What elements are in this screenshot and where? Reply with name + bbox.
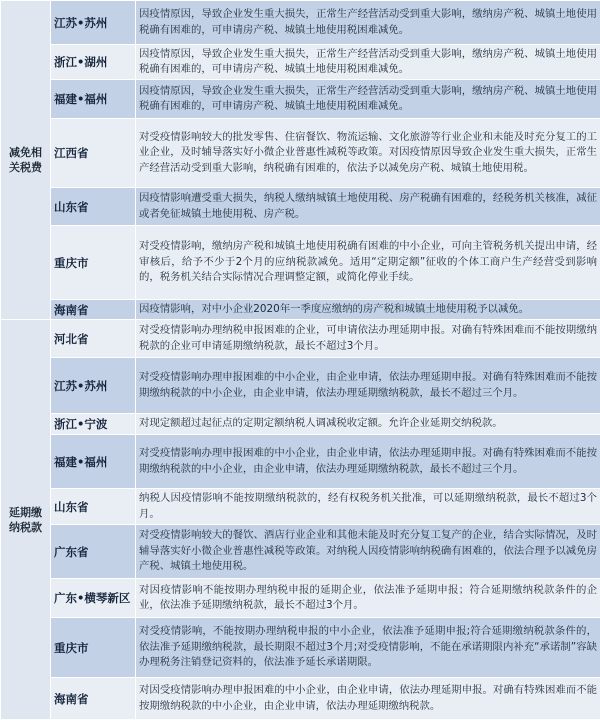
policy-cell: 对受疫情影响较大的批发零售、住宿餐饮、物流运输、文化旅游等行业企业和未能及时充分复工的工业企业，及时辅导落实好小微企业普惠性减税等政策。对因疫情原因导致企业发生重大损失，正常生产经营活动受到重大影响，纳税确有困难的，依法予以减免房产税、城镇土地使用税。 [136, 119, 600, 188]
table-row [1, 45, 600, 80]
region-cell: 广东•横琴新区 [51, 579, 136, 618]
region-cell: 广东省 [51, 525, 136, 579]
table-row [1, 489, 600, 525]
table-row [1, 618, 600, 678]
policy-cell: 因疫情原因，导致企业发生重大损失，正常生产经营活动受到重大影响，缴纳房产税、城镇土地使用税确有困难的，可申请房产税、城镇土地使用税困难减免。 [136, 80, 600, 119]
region-cell: 福建•福州 [51, 80, 136, 119]
category-cell: 减免相关税费 [1, 1, 51, 320]
table-row [1, 300, 600, 320]
region-cell: 福建•福州 [51, 435, 136, 489]
policy-cell: 对现定额超过起征点的定期定额纳税人调减税收定额。允许企业延期交纳税款。 [136, 414, 600, 435]
policy-cell: 对因受疫情影响办理申报困难的中小企业，由企业申请，依法办理延期申报。对确有特殊困难而不能按期缴纳税款的中小企业，由企业申请，依法办理延期缴纳税款。 [136, 678, 600, 720]
policy-cell: 对因疫情影响不能按期办理纳税申报的延期企业，依法准予延期申报；符合延期缴纳税款条件的企业，依法准予延期缴纳税款，最长不超过3个月。 [136, 579, 600, 618]
policy-cell: 对受疫情影响办理纳税申报困难的企业，可申请依法办理延期申报。对确有特殊困难而不能按期缴纳税款的企业可申请延期缴纳税款，最长不超过3个月。 [136, 320, 600, 358]
table-row [1, 188, 600, 226]
policy-cell: 对受疫情影响，缴纳房产税和城镇土地使用税确有困难的中小企业，可向主管税务机关提出申请，经审核后，给予不少于2个月的应纳税款减免。适用“定期定额”征收的个体工商户生产经营受到影响的，税务机关结合实际情况合理调整定额，或简化停业手续。 [136, 226, 600, 300]
table-row [1, 678, 600, 720]
region-cell: 江苏•苏州 [51, 1, 136, 45]
region-cell: 海南省 [51, 300, 136, 320]
table-row [1, 414, 600, 435]
policy-cell: 纳税人因疫情影响不能按期缴纳税款的，经有权税务机关批准，可以延期缴纳税款，最长不超过3个月。 [136, 489, 600, 525]
policy-cell: 对受疫情影响办理申报困难的中小企业，由企业申请，依法办理延期申报。对确有特殊困难而不能按期缴纳税款的中小企业，由企业申请，依法办理延期缴纳税款，最长不超过三个月。 [136, 358, 600, 414]
table-row [1, 320, 600, 358]
region-cell: 浙江•宁波 [51, 414, 136, 435]
table-row [1, 80, 600, 119]
region-cell: 重庆市 [51, 618, 136, 678]
table-row [1, 358, 600, 414]
table-row [1, 525, 600, 579]
table-row [1, 435, 600, 489]
policy-cell: 对受疫情影响，不能按期办理纳税申报的中小企业，依法准予延期申报;符合延期缴纳税款条件的，依法准予延期缴纳税款，最长期限不超过3个月;对受疫情影响，不能在承诺期限内补充“承诺制”容缺办理税务注销登记资料的，依法准予延长承诺期限。 [136, 618, 600, 678]
policy-cell: 对受疫情影响较大的餐饮、酒店行业企业和其他未能及时充分复工复产的企业，结合实际情况，及时辅导落实好小微企业普惠性减税等政策。对纳税人因疫情影响纳税确有困难的，依法合理予以减免房产税、城镇土地使用税。 [136, 525, 600, 579]
policy-cell: 因疫情影响遭受重大损失，纳税人缴纳城镇土地使用税、房产税确有困难的，经税务机关核准，减征或者免征城镇土地使用税、房产税。 [136, 188, 600, 226]
region-cell: 山东省 [51, 188, 136, 226]
region-cell: 浙江•湖州 [51, 45, 136, 80]
category-cell: 延期缴纳税款 [1, 320, 51, 720]
region-cell: 山东省 [51, 489, 136, 525]
region-cell: 江西省 [51, 119, 136, 188]
table-row [1, 226, 600, 300]
table-row [1, 579, 600, 618]
region-cell: 重庆市 [51, 226, 136, 300]
region-cell: 海南省 [51, 678, 136, 720]
policy-cell: 因疫情影响，对中小企业2020年一季度应缴纳的房产税和城镇土地使用税予以减免。 [136, 300, 600, 320]
policy-cell: 因疫情原因，导致企业发生重大损失，正常生产经营活动受到重大影响，缴纳房产税、城镇土地使用税确有困难的，可申请房产税、城镇土地使用税困难减免。 [136, 45, 600, 80]
region-cell: 河北省 [51, 320, 136, 358]
region-cell: 江苏•苏州 [51, 358, 136, 414]
policy-cell: 因疫情原因，导致企业发生重大损失，正常生产经营活动受到重大影响，缴纳房产税、城镇土地使用税确有困难的，可申请房产税、城镇土地使用税困难减免。 [136, 1, 600, 45]
table-row [1, 1, 600, 45]
policy-cell: 对受疫情影响办理申报困难的中小企业，由企业申请，依法办理延期申报。对确有特殊困难而不能按期缴纳税款的中小企业，由企业申请，依法办理延期缴纳税款，最长不超过三个月。 [136, 435, 600, 489]
table-row [1, 119, 600, 188]
